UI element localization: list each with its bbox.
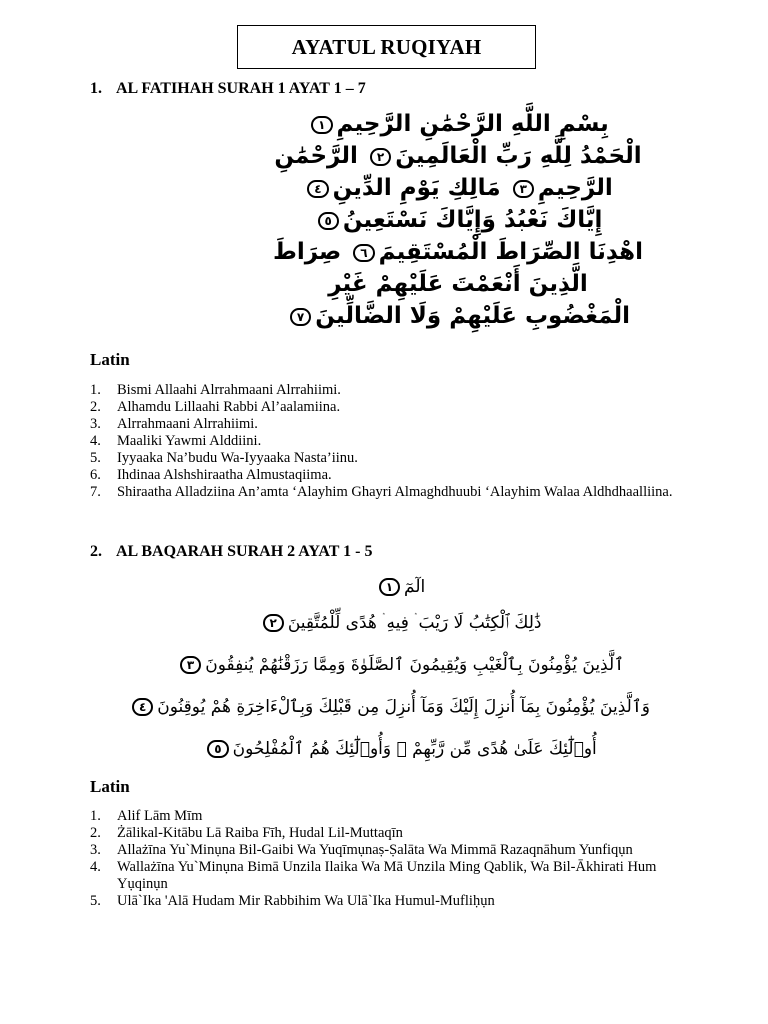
- arabic-line: [150, 728, 650, 770]
- latin-list-item: [90, 450, 680, 467]
- section-heading-baqarah: [90, 543, 373, 561]
- list-number: 5.: [90, 893, 101, 909]
- latin-transliteration: Bismi Allaahi Alrrahmaani Alrrahiimi.: [117, 382, 341, 398]
- latin-list-item: [90, 399, 680, 416]
- document-title: AYATUL RUQIYAH: [237, 25, 536, 69]
- list-number: 2.: [90, 825, 101, 841]
- latin-transliteration: Żālikal-Kitābu Lā Raiba Fīh, Hudal Lil-Muttaqīn: [117, 825, 403, 841]
- arabic-verse-text: ذَٰلِكَ ٱلْكِتَٰبُ لَا رَيْبَ ۛ فِيهِ ۛ هُدًى لِّلْمُتَّقِينَ: [287, 613, 542, 633]
- section-title: AL BAQARAH SURAH 2 AYAT 1 - 5: [116, 543, 373, 560]
- latin-transliteration: Ulā`Ika 'Alā Hudam Mir Rabbihim Wa Ulā`Ika Humul-Mufliḥụn: [117, 893, 495, 909]
- arabic-verse-text: الْحَمْدُ لِلَّهِ رَبِّ الْعَالَمِينَ: [395, 143, 642, 169]
- latin-list-item: [90, 433, 680, 450]
- list-number: 3.: [90, 842, 101, 858]
- arabic-verse-text: صِرَاطَ: [272, 239, 342, 265]
- arabic-verse-text: الرَّحْمَٰنِ: [274, 143, 358, 169]
- arabic-verse-text: ٱلَّذِينَ يُؤْمِنُونَ بِٱلْغَيْبِ وَيُقِيمُونَ ٱلصَّلَوٰةَ وَمِمَّا رَزَقْنَٰهُمْ يُنفِقُونَ: [205, 655, 625, 675]
- arabic-line: [150, 644, 650, 686]
- latin-transliteration: Shiraatha Alladziina An’amta ‘Alayhim Ghayri Almaghdhuubi ‘Alayhim Walaa Aldhdhaalliina.: [117, 484, 673, 500]
- list-number: 2.: [90, 399, 101, 415]
- arabic-verse-text: الْمَغْضُوبِ عَلَيْهِمْ وَلَا الضَّالِّينَ: [315, 303, 631, 329]
- arabic-verse-text: اهْدِنَا الصِّرَاطَ الْمُسْتَقِيمَ: [378, 239, 644, 265]
- arabic-verse-text: الرَّحِيمِ: [537, 175, 613, 201]
- arabic-verse-text: بِسْمِ اللَّهِ الرَّحْمَٰنِ الرَّحِيمِ: [336, 111, 609, 137]
- latin-list-item: [90, 842, 680, 859]
- arabic-text-baqarah: [138, 572, 650, 770]
- arabic-verse-text: الٓمٓ: [404, 577, 426, 597]
- section-heading-fatihah: [90, 80, 366, 98]
- section-title: AL FATIHAH SURAH 1 AYAT 1 – 7: [116, 80, 366, 97]
- latin-list-fatihah: [90, 382, 680, 501]
- ayah-number-marker: ٤: [132, 698, 153, 716]
- ayah-number-marker: ٣: [513, 180, 534, 198]
- latin-list-item: [90, 893, 680, 910]
- latin-transliteration: Iyyaaka Na’budu Wa-Iyyaaka Nasta’iinu.: [117, 450, 358, 466]
- arabic-verse-text: أُو۟لَٰٓئِكَ عَلَىٰ هُدًى مِّن رَّبِّهِمْ ۖ وَأُو۟لَٰٓئِكَ هُمُ ٱلْمُفْلِحُونَ: [232, 739, 597, 759]
- arabic-line: [138, 686, 650, 728]
- ayah-number-marker: ٥: [207, 740, 228, 758]
- arabic-verse-text: إِيَّاكَ نَعْبُدُ وَإِيَّاكَ نَسْتَعِينُ: [342, 207, 603, 233]
- arabic-line: [258, 300, 658, 332]
- arabic-verse-text: الَّذِينَ أَنْعَمْتَ عَلَيْهِمْ غَيْرِ: [328, 271, 588, 297]
- latin-list-item: [90, 416, 680, 433]
- list-number: 5.: [90, 450, 101, 466]
- list-number: 1.: [90, 808, 101, 824]
- latin-transliteration: Ihdinaa Alshshiraatha Almustaqiima.: [117, 467, 332, 483]
- latin-heading: Latin: [90, 350, 130, 369]
- ayah-number-marker: ١: [379, 578, 400, 596]
- list-number: 4.: [90, 433, 101, 449]
- list-number: 4.: [90, 859, 101, 875]
- latin-list-item: [90, 859, 680, 893]
- arabic-text-fatihah: [258, 108, 658, 332]
- latin-transliteration: Maaliki Yawmi Alddiini.: [117, 433, 262, 449]
- ayah-number-marker: ٧: [290, 308, 311, 326]
- arabic-line: [150, 572, 650, 602]
- ayah-number-marker: ١: [311, 116, 332, 134]
- latin-list-item: [90, 467, 680, 484]
- latin-list-baqarah: [90, 808, 680, 910]
- latin-transliteration: Allażīna Yu`Minụna Bil-Gaibi Wa Yuqīmụnaṣ-Ṣalāta Wa Mimmā Razaqnāhum Yunfiqụn: [117, 842, 633, 858]
- list-number: 3.: [90, 416, 101, 432]
- ayah-number-marker: ٢: [370, 148, 391, 166]
- arabic-line: [258, 204, 658, 236]
- latin-heading: Latin: [90, 777, 130, 796]
- latin-list-item: [90, 808, 680, 825]
- ayah-number-marker: ٣: [180, 656, 201, 674]
- arabic-line: [150, 602, 650, 644]
- arabic-line: [258, 236, 658, 268]
- latin-transliteration: Alrrahmaani Alrrahiimi.: [117, 416, 258, 432]
- latin-transliteration: Alhamdu Lillaahi Rabbi Al’aalamiina.: [117, 399, 341, 415]
- list-number: 7.: [90, 484, 101, 500]
- ayah-number-marker: ٥: [318, 212, 339, 230]
- ayah-number-marker: ٤: [307, 180, 328, 198]
- arabic-line: [258, 172, 658, 204]
- latin-list-item: [90, 382, 680, 399]
- latin-list-item: [90, 825, 680, 842]
- latin-transliteration: Wallażīna Yu`Minụna Bimā Unzila Ilaika Wa Mā Unzila Ming Qablik, Wa Bil-Ākhirati Hum Yụqinụn: [117, 859, 657, 892]
- arabic-line: [258, 268, 658, 300]
- arabic-line: [258, 140, 658, 172]
- arabic-verse-text: مَالِكِ يَوْمِ الدِّينِ: [332, 175, 501, 201]
- arabic-line: [258, 108, 658, 140]
- latin-transliteration: Alif Lām Mīm: [117, 808, 203, 824]
- list-number: 1.: [90, 382, 101, 398]
- latin-list-item: [90, 484, 680, 501]
- ayah-number-marker: ٦: [353, 244, 374, 262]
- ayah-number-marker: ٢: [263, 614, 284, 632]
- list-number: 6.: [90, 467, 101, 483]
- section-number: 2.: [90, 543, 102, 560]
- section-number: 1.: [90, 80, 102, 97]
- arabic-verse-text: وَٱلَّذِينَ يُؤْمِنُونَ بِمَآ أُنزِلَ إِلَيْكَ وَمَآ أُنزِلَ مِن قَبْلِكَ وَبِٱلْءَاخِرَةِ هُمْ يُوقِنُونَ: [157, 697, 650, 717]
